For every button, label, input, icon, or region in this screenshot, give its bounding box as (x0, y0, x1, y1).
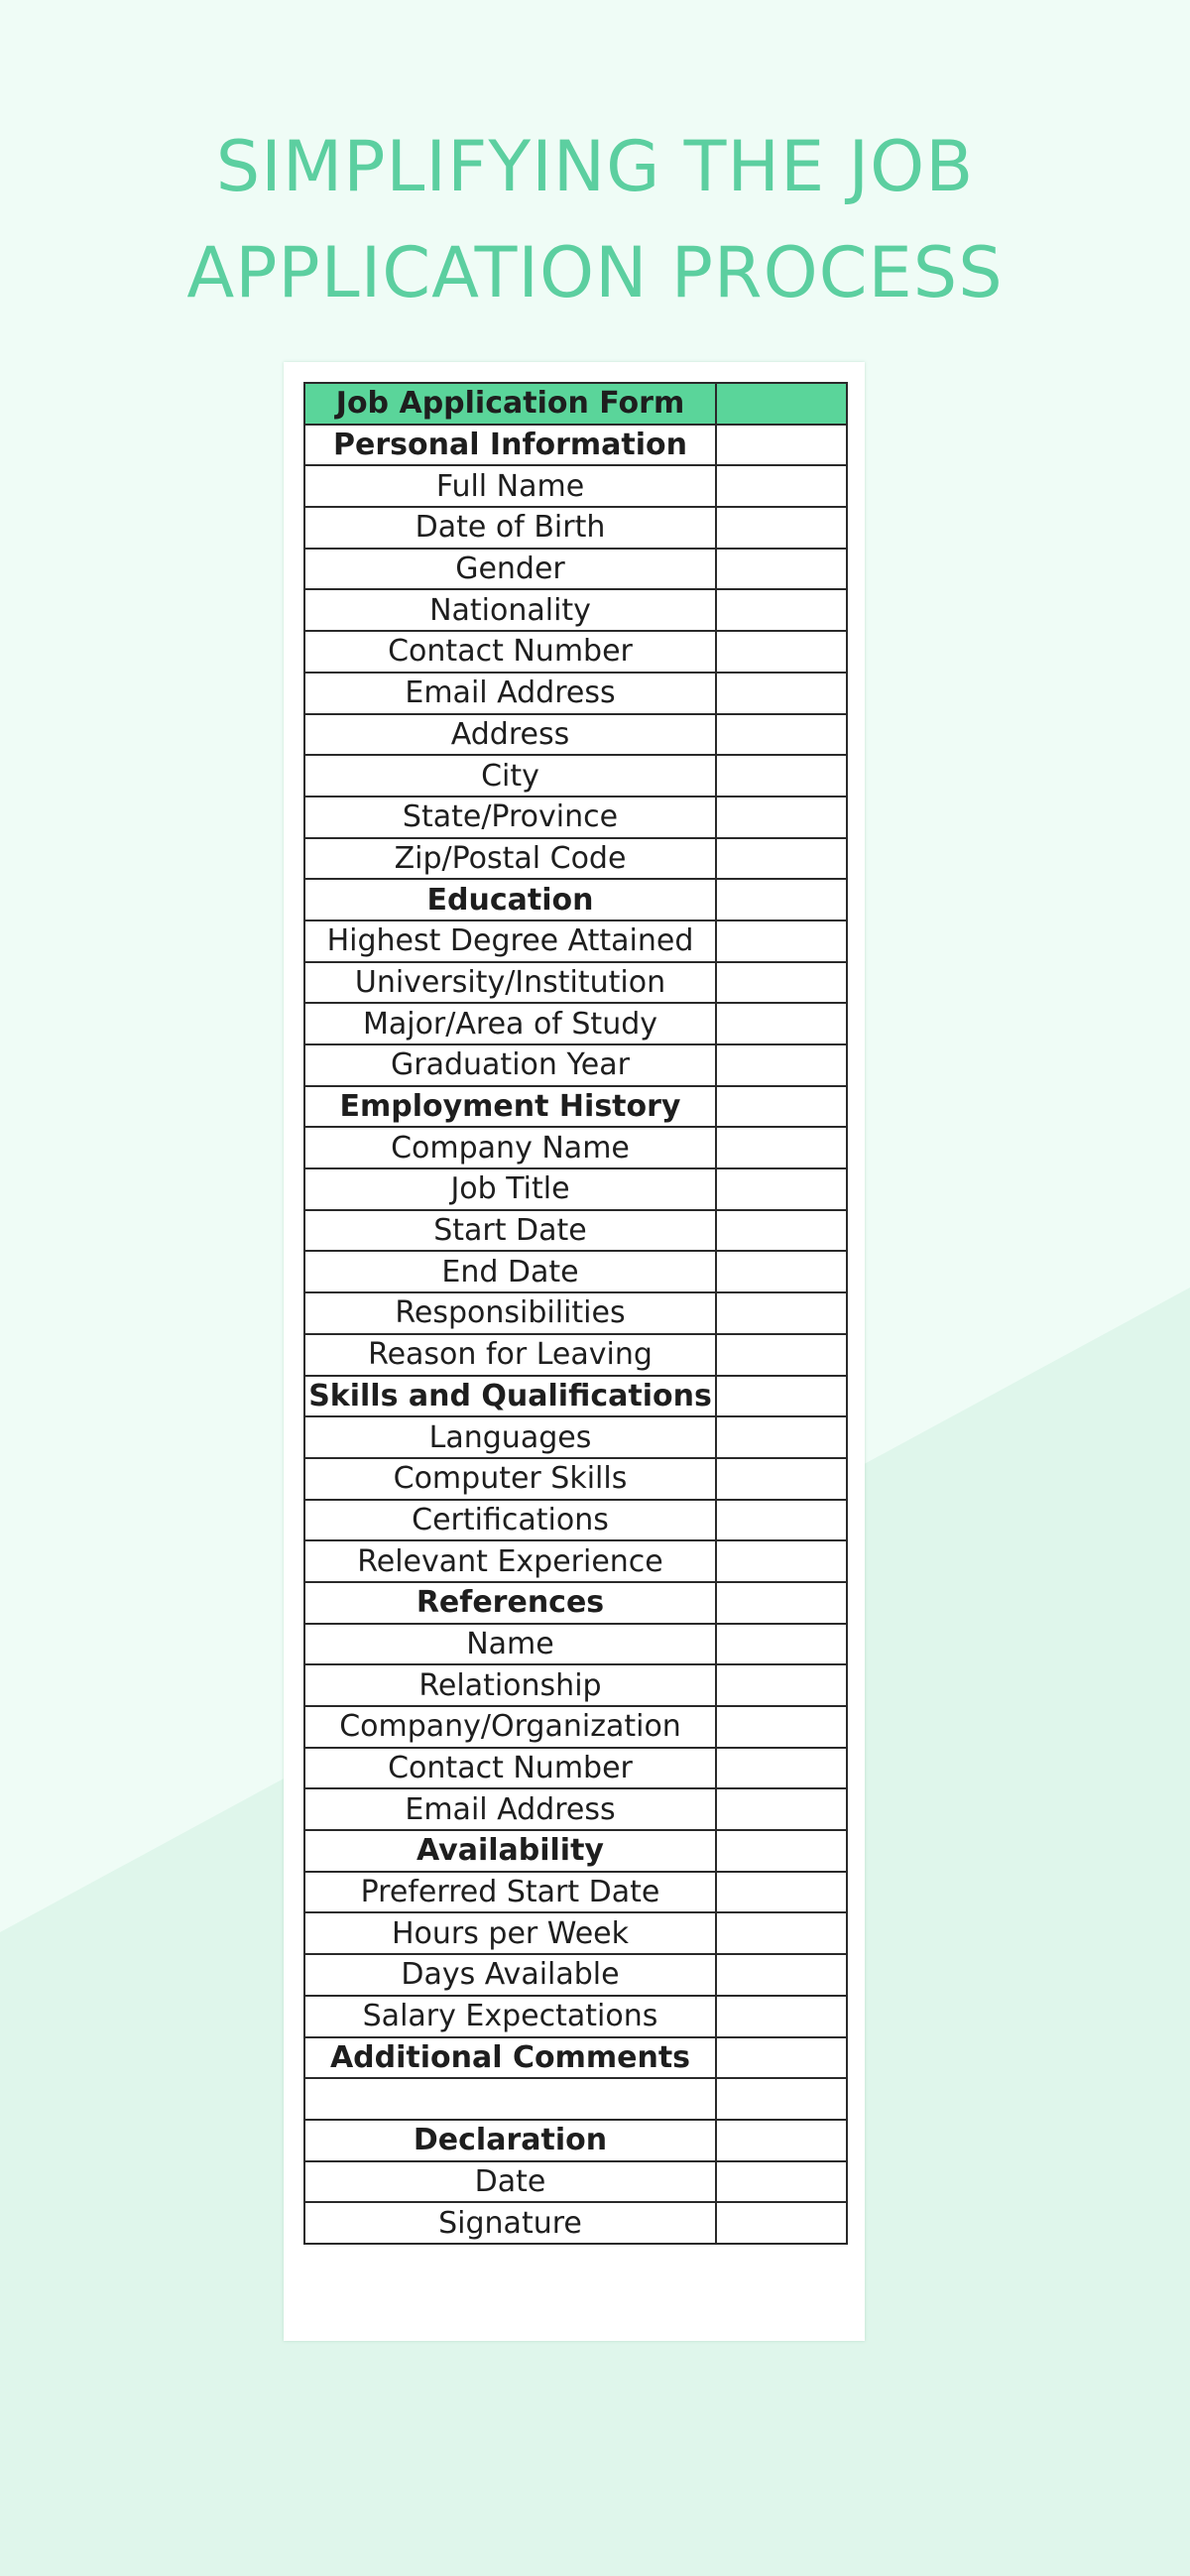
table-row (304, 1500, 847, 1541)
field-label: Start Date (304, 1210, 716, 1252)
section-blank-cell (716, 2037, 847, 2079)
section-blank-cell (716, 2120, 847, 2161)
section-blank-cell (716, 879, 847, 920)
field-label: Signature (304, 2202, 716, 2244)
field-label: Reason for Leaving (304, 1334, 716, 1376)
field-label: University/Institution (304, 962, 716, 1004)
field-value-cell[interactable] (716, 549, 847, 590)
section-row (304, 1376, 847, 1417)
page-title-line-1: SIMPLIFYING THE JOB (215, 126, 975, 207)
form-header-title: Job Application Form (304, 383, 716, 425)
field-label: Graduation Year (304, 1044, 716, 1086)
table-row (304, 2202, 847, 2244)
table-row (304, 2078, 847, 2120)
field-label: Email Address (304, 1788, 716, 1830)
field-label: Gender (304, 549, 716, 590)
table-row (304, 962, 847, 1004)
table-row (304, 1664, 847, 1706)
field-value-cell[interactable] (716, 465, 847, 507)
section-row (304, 425, 847, 466)
table-row (304, 2161, 847, 2203)
section-blank-cell (716, 1582, 847, 1624)
field-label: Date (304, 2161, 716, 2203)
table-row (304, 1251, 847, 1292)
field-label: Days Available (304, 1954, 716, 1996)
section-heading: Education (304, 879, 716, 920)
field-value-cell[interactable] (716, 1210, 847, 1252)
field-label: Date of Birth (304, 507, 716, 549)
field-label: State/Province (304, 797, 716, 838)
table-row (304, 1540, 847, 1582)
table-row (304, 1788, 847, 1830)
table-row (304, 631, 847, 673)
field-label: Name (304, 1624, 716, 1665)
field-label: Major/Area of Study (304, 1003, 716, 1044)
field-value-cell[interactable] (716, 1664, 847, 1706)
table-row (304, 1954, 847, 1996)
field-label: End Date (304, 1251, 716, 1292)
field-label: Zip/Postal Code (304, 838, 716, 880)
table-row (304, 755, 847, 797)
field-label: Email Address (304, 673, 716, 714)
field-label: Relevant Experience (304, 1540, 716, 1582)
section-heading: Personal Information (304, 425, 716, 466)
section-row (304, 1582, 847, 1624)
section-heading: Additional Comments (304, 2037, 716, 2079)
field-label: Responsibilities (304, 1292, 716, 1334)
section-heading: References (304, 1582, 716, 1624)
section-row (304, 2120, 847, 2161)
table-row (304, 838, 847, 880)
field-value-cell[interactable] (716, 2078, 847, 2120)
field-value-cell[interactable] (716, 1624, 847, 1665)
field-label: Job Title (304, 1168, 716, 1210)
table-row (304, 465, 847, 507)
field-value-cell[interactable] (716, 673, 847, 714)
table-row (304, 1210, 847, 1252)
table-row (304, 673, 847, 714)
section-row (304, 2037, 847, 2079)
field-value-cell[interactable] (716, 1168, 847, 1210)
field-value-cell[interactable] (716, 589, 847, 631)
field-label: Hours per Week (304, 1912, 716, 1954)
field-value-cell[interactable] (716, 714, 847, 756)
section-heading: Availability (304, 1830, 716, 1872)
field-value-cell[interactable] (716, 962, 847, 1004)
field-label: Address (304, 714, 716, 756)
table-row (304, 1748, 847, 1789)
field-value-cell[interactable] (716, 1044, 847, 1086)
field-value-cell[interactable] (716, 1748, 847, 1789)
field-value-cell[interactable] (716, 1954, 847, 1996)
field-value-cell[interactable] (716, 507, 847, 549)
job-application-table (303, 382, 848, 2245)
field-value-cell[interactable] (716, 1416, 847, 1458)
field-value-cell[interactable] (716, 797, 847, 838)
page-title (0, 114, 1190, 326)
table-row (304, 549, 847, 590)
field-value-cell[interactable] (716, 1500, 847, 1541)
table-row (304, 714, 847, 756)
field-label: Salary Expectations (304, 1996, 716, 2037)
section-row (304, 879, 847, 920)
field-label: Certifications (304, 1500, 716, 1541)
table-row (304, 1168, 847, 1210)
section-blank-cell (716, 1376, 847, 1417)
field-value-cell[interactable] (716, 631, 847, 673)
field-value-cell[interactable] (716, 1334, 847, 1376)
table-row (304, 1706, 847, 1748)
field-label: Company Name (304, 1127, 716, 1168)
field-label: Highest Degree Attained (304, 920, 716, 962)
field-value-cell[interactable] (716, 1458, 847, 1500)
page-title-line-2: APPLICATION PROCESS (186, 232, 1004, 313)
table-row (304, 1996, 847, 2037)
field-label: Languages (304, 1416, 716, 1458)
table-row (304, 1003, 847, 1044)
section-heading: Declaration (304, 2120, 716, 2161)
field-label: Preferred Start Date (304, 1872, 716, 1913)
field-value-cell[interactable] (716, 1912, 847, 1954)
section-blank-cell (716, 1830, 847, 1872)
field-label: City (304, 755, 716, 797)
field-value-cell[interactable] (716, 2202, 847, 2244)
table-row (304, 1458, 847, 1500)
field-label: Full Name (304, 465, 716, 507)
field-value-cell[interactable] (716, 755, 847, 797)
field-value-cell[interactable] (716, 1996, 847, 2037)
table-row (304, 920, 847, 962)
table-row (304, 1416, 847, 1458)
field-value-cell[interactable] (716, 1788, 847, 1830)
form-sheet (284, 362, 865, 2341)
field-value-cell[interactable] (716, 920, 847, 962)
field-value-cell[interactable] (716, 2161, 847, 2203)
table-row (304, 797, 847, 838)
table-row (304, 1044, 847, 1086)
field-label: Contact Number (304, 1748, 716, 1789)
table-row (304, 507, 847, 549)
section-heading: Employment History (304, 1086, 716, 1128)
field-label: Contact Number (304, 631, 716, 673)
table-row (304, 1624, 847, 1665)
table-row (304, 1292, 847, 1334)
field-label: Company/Organization (304, 1706, 716, 1748)
section-heading: Skills and Qualifications (304, 1376, 716, 1417)
field-value-cell[interactable] (716, 1706, 847, 1748)
table-row (304, 1127, 847, 1168)
section-row (304, 1830, 847, 1872)
field-value-cell[interactable] (716, 1872, 847, 1913)
field-label: Computer Skills (304, 1458, 716, 1500)
field-value-cell[interactable] (716, 1003, 847, 1044)
table-row (304, 1872, 847, 1913)
form-header-blank (716, 383, 847, 425)
table-row (304, 589, 847, 631)
field-value-cell[interactable] (716, 1540, 847, 1582)
field-label: Relationship (304, 1664, 716, 1706)
table-header-row (304, 383, 847, 425)
field-value-cell[interactable] (716, 838, 847, 880)
field-label (304, 2078, 716, 2120)
section-row (304, 1086, 847, 1128)
field-value-cell[interactable] (716, 1292, 847, 1334)
field-value-cell[interactable] (716, 1127, 847, 1168)
field-value-cell[interactable] (716, 1251, 847, 1292)
field-label: Nationality (304, 589, 716, 631)
table-row (304, 1912, 847, 1954)
table-row (304, 1334, 847, 1376)
section-blank-cell (716, 425, 847, 466)
section-blank-cell (716, 1086, 847, 1128)
